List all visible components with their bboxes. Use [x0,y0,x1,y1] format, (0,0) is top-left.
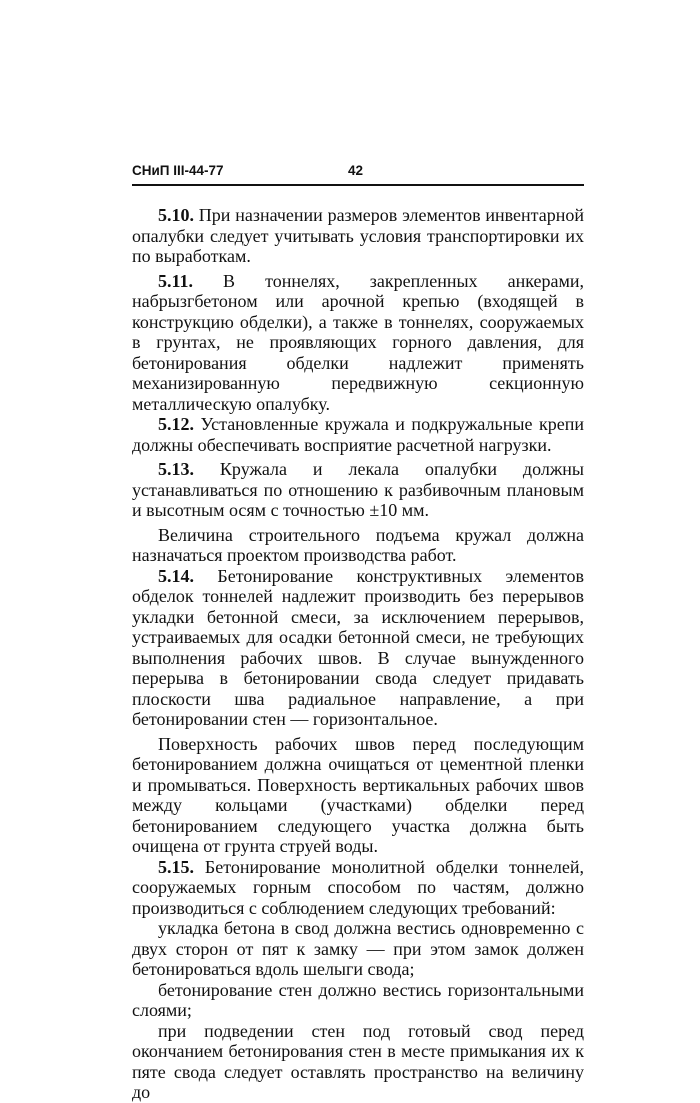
clause-number: 5.13. [158,459,194,479]
paragraph-5-10 [132,205,584,267]
paragraph-text: Установленные кружала и подкружальные крепи должны обеспечивать восприятие расчетной нагрузки. [132,414,584,455]
paragraph-5-14 [132,566,584,730]
paragraph-text: Поверхность рабочих швов перед последующим бетонированием должна очищаться от цементной пленки и промываться. Поверхность вертикальных рабочих швов между кольцами (участками) обделки перед бетонированием следующего участка должна быть очищена от грунта струей воды. [132,733,584,856]
clause-number: 5.14. [158,565,194,586]
paragraph-text: Бетонирование конструктивных элементов обделок тоннелей надлежит производить без перерывов укладки бетонной смеси, за исключением перерывов, устраиваемых для осадки бетонной смеси, не требующих выполнения рабочих швов. В случае вынужденного перерыва в бетонировании свода следует придавать плоскости шва радиальное направление, а при бетонировании стен — горизонтальное. [132,565,584,729]
paragraph-text: При назначении размеров элементов инвентарной опалубки следует учитывать условия транспортировки их по выработкам. [132,205,584,266]
paragraph-text: Величина строительного подъема кружал должна назначаться проектом производства работ. [132,524,584,565]
requirement-item [132,1021,584,1103]
paragraph-5-12 [132,414,584,455]
paragraph-text: бетонирование стен должно вестись горизонтальными слоями; [132,979,584,1020]
paragraph-5-13 [132,459,584,521]
clause-number: 5.15. [158,856,194,877]
paragraph-text: при подведении стен под готовый свод перед окончанием бетонирования стен в месте примыкания их к пяте свода следует оставлять пространство на величину до [132,1020,584,1102]
paragraph-joint-surface [132,734,584,857]
paragraph-camber [132,525,584,566]
document-code: СНиП III-44-77 [132,163,224,178]
paragraph-5-15 [132,857,584,919]
clause-number: 5.11. [158,270,194,291]
clause-number: 5.12. [158,414,194,434]
header-rule [132,184,584,186]
paragraph-text: укладка бетона в свод должна вестись одновременно с двух сторон от пят к замку — при этом замок должен бетонироваться вдоль шелыги свода; [132,918,584,979]
paragraph-text: Бетонирование монолитной обделки тоннелей, сооружаемых горным способом по частям, должно производиться с соблюдением следующих требований: [132,856,585,918]
requirement-item [132,918,584,980]
paragraph-5-11 [132,271,584,415]
page-header [132,163,584,183]
paragraph-text: В тоннелях, закрепленных анкерами, набрызгбетоном или арочной крепью (входящей в конструкцию обделки), а также в тоннелях, сооружаемых в грунтах, не проявляющих горного давления, для бетонирования обделки надлежит применять механизированную передвижную секционную металлическую опалубку. [132,270,584,414]
document-body [132,205,584,1103]
clause-number: 5.10. [158,205,194,225]
page-number: 42 [348,163,364,178]
paragraph-text: Кружала и лекала опалубки должны устанавливаться по отношению к разбивочным плановым и высотным осям с точностью ±10 мм. [132,459,584,520]
requirement-item [132,980,584,1021]
